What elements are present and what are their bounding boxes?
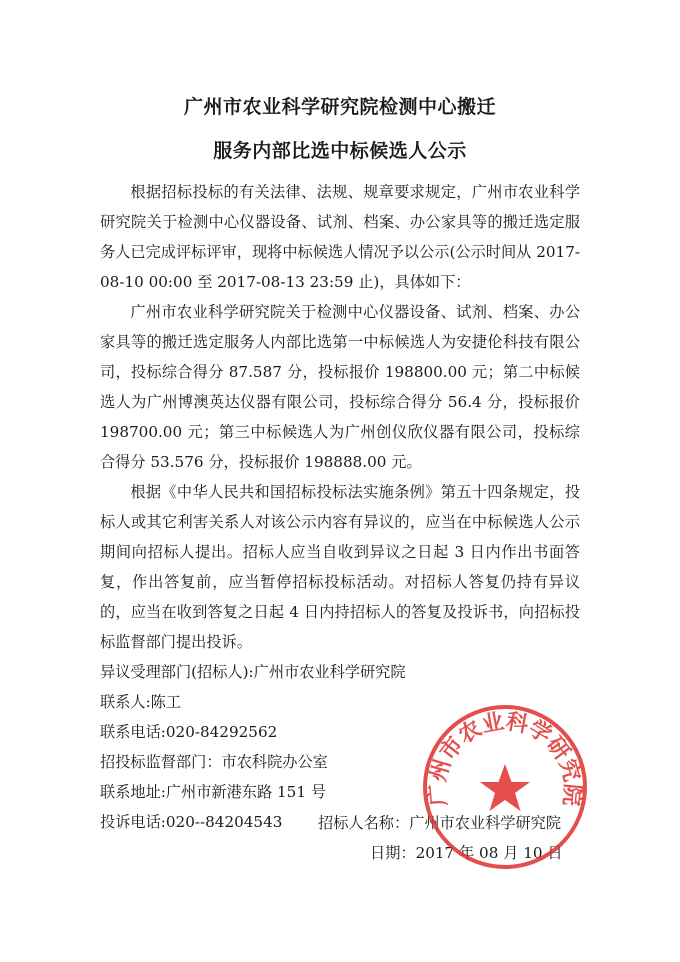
- document-title-line2: 服务内部比选中标候选人公示: [213, 140, 467, 162]
- seal-text: 广州市农业科学研究院: [425, 709, 585, 807]
- contact-phone: 联系电话:020-84292562: [100, 723, 278, 741]
- contact-objection-dept: 异议受理部门(招标人):广州市农业科学研究院: [100, 663, 406, 681]
- signature-name: 招标人名称：广州市农业科学研究院: [318, 814, 561, 832]
- document-body: [100, 177, 580, 837]
- paragraph-candidates: 广州市农业科学研究院关于检测中心仪器设备、试剂、档案、办公家具等的搬迁选定服务人内部比选第一中标候选人为安捷伦科技有限公司，投标综合得分 87.587 分，投标报价 198800.00 元；第二中标候选人为广州博澳英达仪器有限公司，投标综合得分 56.4 分，投标报价 198700.00 元；第三中标候选人为广州创仪欣仪器有限公司，投标综合得分 53.576 分，投标报价 198888.00 元。: [100, 303, 580, 471]
- paragraph-intro: 根据招标投标的有关法律、法规、规章要求规定，广州市农业科学研究院关于检测中心仪器设备、试剂、档案、办公家具等的搬迁选定服务人已完成评标评审，现将中标候选人情况予以公示(公示时间从 2017-08-10 00:00 至 2017-08-13 23:59 止)，具体如下：: [100, 183, 580, 291]
- document-title-line1: 广州市农业科学研究院检测中心搬迁: [183, 96, 496, 118]
- contact-address: 联系地址:广州市新港东路 151 号: [100, 783, 327, 801]
- contact-person: 联系人:陈工: [100, 693, 182, 711]
- signature-date: 日期：2017 年 08 月 10 日: [370, 844, 563, 862]
- contact-complaint-phone: 投诉电话:020--84204543: [100, 813, 283, 831]
- paragraph-objection: 根据《中华人民共和国招标投标法实施条例》第五十四条规定，投标人或其它利害关系人对该公示内容有异议的，应当在中标候选人公示期间向招标人提出。招标人应当自收到异议之日起 3 日内作出书面答复，作出答复前，应当暂停招标投标活动。对招标人答复仍持有异议的，应当在收到答复之日起 4 日内持招标人的答复及投诉书，向招标投标监督部门提出投诉。: [100, 483, 580, 651]
- contact-supervision-dept: 招投标监督部门：市农科院办公室: [100, 753, 328, 771]
